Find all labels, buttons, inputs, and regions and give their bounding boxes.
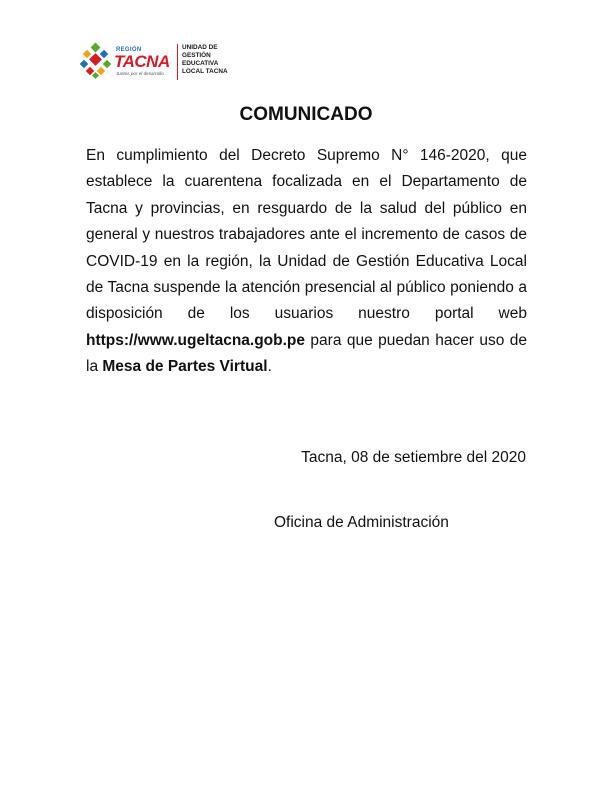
- signature-office: Oficina de Administración: [274, 514, 449, 531]
- ugel-logo: [78, 42, 248, 82]
- announcement-body: [86, 143, 527, 381]
- logo-region-label: REGIÓN: [116, 47, 142, 53]
- unit-line: GESTIÓN: [182, 52, 211, 59]
- unit-line: UNIDAD DE: [182, 44, 218, 51]
- region-tacna-emblem-icon: [78, 42, 114, 80]
- unit-line: EDUCATIVA: [182, 60, 219, 67]
- logo-region-name: TACNA: [114, 52, 170, 71]
- logo-slogan: Juntos por el desarrollo: [116, 71, 164, 76]
- document-title: COMUNICADO: [239, 104, 373, 125]
- portal-url: https://www.ugeltacna.gob.pe: [86, 331, 306, 349]
- logo-divider: [177, 44, 178, 80]
- service-name: Mesa de Partes Virtual: [102, 358, 268, 376]
- ugel-unit-name: [182, 44, 228, 76]
- body-part-1: En cumplimiento del Decreto Supremo N° 146-2020, que establece la cuarentena focalizada en el Departamento de Tacna y provincias, en resguardo de la salud del público en general y nuestros trabajadores ante el incremento de casos de COVID-19 en la región, la Unidad de Gestión Educativa Local de Tacna suspende la atención presencial al público poniendo a disposición de los usuarios nuestro portal web: [86, 147, 527, 323]
- body-end: .: [267, 358, 272, 376]
- body-part-2: para que puedan hacer uso de la: [86, 331, 527, 376]
- unit-line: LOCAL TACNA: [182, 68, 228, 75]
- date-line: Tacna, 08 de setiembre del 2020: [301, 449, 526, 466]
